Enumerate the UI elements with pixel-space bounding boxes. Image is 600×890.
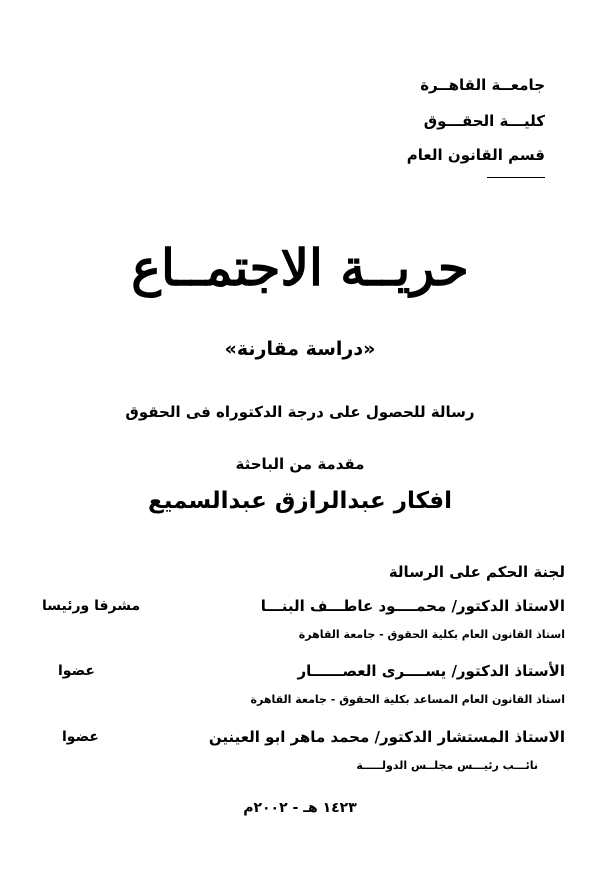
committee-heading: لجنة الحكم على الرسالة [388, 563, 565, 581]
faculty-name: كليـــة الحقـــوق [423, 112, 545, 130]
member-1-name: الاستاذ الدكتور/ محمــــود عاطـــف البنـــا [260, 597, 565, 615]
thesis-subtitle: «دراسة مقارنة» [224, 338, 376, 360]
member-3-position: نائـــب رئيـــس مجلــس الدولـــــة [356, 759, 538, 772]
member-2-role: عضوا [58, 663, 95, 679]
header-underline [487, 177, 545, 178]
thesis-purpose: رسالة للحصول على درجة الدكتوراه فى الحقوق [125, 403, 475, 421]
department-name: قسم القانون العام [406, 146, 545, 164]
member-3-role: عضوا [62, 729, 99, 745]
member-1-position: استاذ القانون العام بكلية الحقوق - جامعة القاهرة [298, 628, 565, 641]
author-name: افكار عبدالرازق عبدالسميع [148, 488, 452, 514]
member-2-position: استاذ القانون العام المساعد بكلية الحقوق - جامعة القاهرة [250, 693, 565, 706]
member-3-name: الاستاذ المستشار الدكتور/ محمد ماهر ابو العينين [208, 728, 565, 746]
member-2-name: الأستاذ الدكتور/ يســــرى العصــــــار [297, 662, 565, 680]
thesis-title: حريــة الاجتمــاع [131, 238, 469, 297]
thesis-date: ١٤٢٣ هـ - ٢٠٠٢م [243, 800, 357, 816]
member-1-role: مشرفا ورئيسا [42, 598, 141, 614]
university-name: جامعــة القاهــرة [420, 76, 545, 94]
presented-by-label: مقدمة من الباحثة [235, 455, 365, 473]
